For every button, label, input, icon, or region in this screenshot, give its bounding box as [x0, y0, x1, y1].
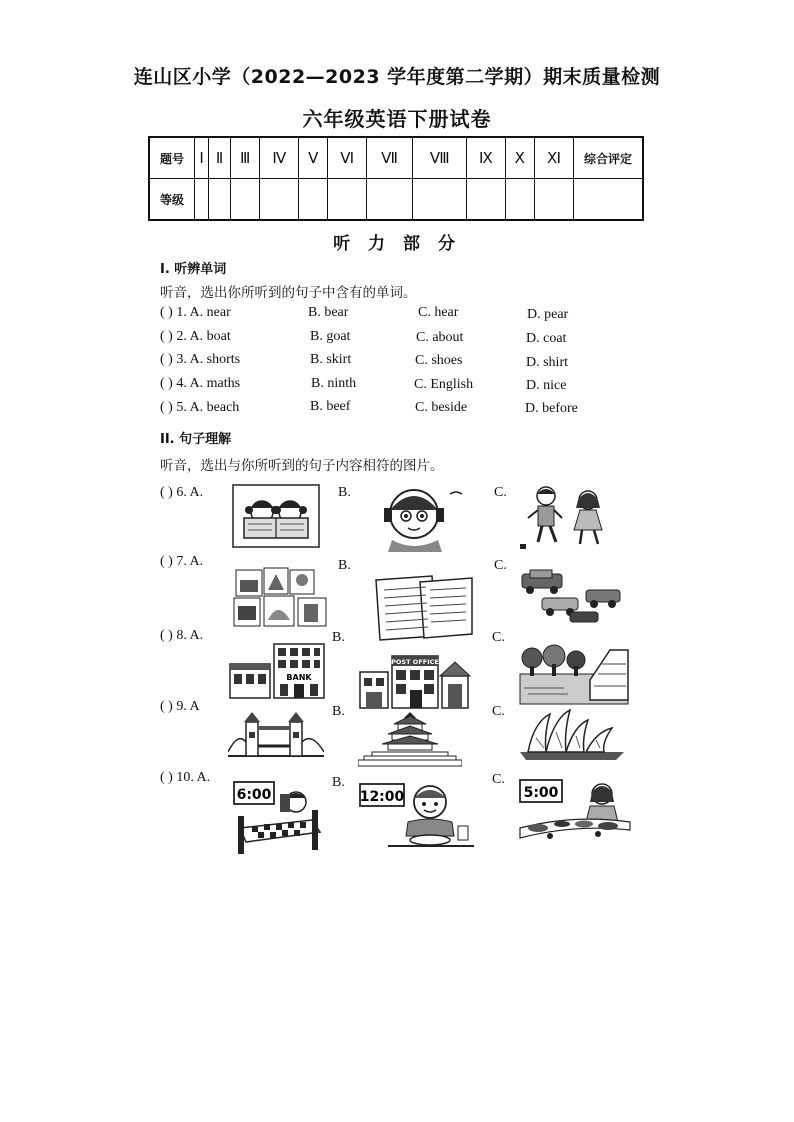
post-office-sign: POST OFFICE — [391, 658, 439, 666]
grade-cell[interactable] — [366, 179, 412, 221]
score-col-header: Ⅳ — [260, 137, 299, 179]
picture-family-dinner — [518, 778, 632, 848]
score-col-header: Ⅱ — [209, 137, 231, 179]
question-1: ( ) 1. A. near — [160, 305, 231, 320]
option-d: D. pear — [527, 307, 569, 322]
option-b: B. skirt — [310, 352, 352, 367]
part2-instruction: 听音，选出与你所听到的句子内容相符的图片。 — [160, 458, 444, 474]
part1-heading: Ⅰ. 听辨单词 — [160, 262, 227, 277]
grade-cell[interactable] — [195, 179, 209, 221]
part2-heading: II. 句子理解 — [160, 432, 232, 447]
score-col-header: Ⅸ — [467, 137, 505, 179]
score-row-numbers — [149, 137, 643, 179]
option-c: C. about — [416, 330, 464, 345]
option-c: C. shoes — [415, 353, 463, 368]
score-table — [148, 136, 644, 221]
option-c: C. English — [414, 377, 474, 392]
grade-cell[interactable] — [534, 179, 573, 221]
bank-sign: BANK — [286, 673, 312, 682]
picture-sydney-opera-house — [516, 708, 628, 760]
grade-overall-cell[interactable] — [574, 179, 644, 221]
option-b-label: B. — [332, 704, 345, 719]
score-row-label: 题号 — [149, 137, 195, 179]
option-d: D. coat — [526, 331, 567, 346]
section-title: 听 力 部 分 — [333, 234, 461, 254]
picture-park-buildings — [518, 644, 630, 706]
picture-girl-headphones — [372, 484, 468, 552]
grade-cell[interactable] — [209, 179, 231, 221]
picture-children-reading — [232, 484, 320, 548]
question-9: ( ) 9. A — [160, 699, 200, 714]
question-10: ( ) 10. A. — [160, 770, 211, 785]
clock-label-b: 12:00 — [359, 789, 405, 805]
score-col-header: Ⅺ — [534, 137, 573, 179]
grade-cell[interactable] — [230, 179, 260, 221]
picture-tower-bridge — [228, 712, 324, 764]
picture-letters-papers — [372, 574, 476, 642]
score-col-header: Ⅹ — [505, 137, 534, 179]
score-row-grades — [149, 179, 643, 221]
picture-post-office — [356, 650, 472, 712]
question-7: ( ) 7. A. — [160, 554, 204, 569]
score-col-header: Ⅷ — [413, 137, 467, 179]
question-2: ( ) 2. A. boat — [160, 329, 231, 344]
part1-instruction: 听音，选出你所听到的句子中含有的单词。 — [160, 285, 417, 301]
option-c: C. hear — [418, 305, 459, 320]
option-d: D. shirt — [526, 355, 568, 370]
picture-boy-in-bed — [232, 780, 328, 856]
grade-cell[interactable] — [328, 179, 367, 221]
picture-boy-and-girl — [518, 482, 618, 552]
score-col-header: Ⅴ — [299, 137, 328, 179]
question-5: ( ) 5. A. beach — [160, 400, 240, 415]
exam-title: 连山区小学（2022—2023 学年度第二学期）期末质量检测 — [133, 66, 661, 88]
grade-cell[interactable] — [505, 179, 534, 221]
picture-bank-building — [228, 640, 328, 702]
grade-row-label: 等级 — [149, 179, 195, 221]
picture-boy-eating-lunch — [358, 782, 474, 854]
option-b-label: B. — [338, 485, 351, 500]
clock-label-c: 5:00 — [523, 785, 559, 801]
picture-toy-cars — [518, 568, 628, 626]
option-b: B. goat — [310, 329, 351, 344]
option-c-label: C. — [492, 630, 505, 645]
option-b-label: B. — [332, 630, 345, 645]
option-b: B. ninth — [311, 376, 357, 391]
option-c-label: C. — [494, 485, 507, 500]
picture-photo-cards — [232, 566, 332, 630]
score-col-header: Ⅰ — [195, 137, 209, 179]
clock-label-a: 6:00 — [236, 787, 272, 803]
question-3: ( ) 3. A. shorts — [160, 352, 241, 367]
question-4: ( ) 4. A. maths — [160, 376, 241, 391]
exam-subtitle: 六年级英语下册试卷 — [302, 107, 492, 131]
question-8: ( ) 8. A. — [160, 628, 204, 643]
score-col-header: Ⅵ — [328, 137, 367, 179]
picture-temple-of-heaven — [358, 712, 462, 768]
question-6: ( ) 6. A. — [160, 485, 204, 500]
grade-cell[interactable] — [413, 179, 467, 221]
option-d: D. before — [525, 401, 578, 416]
option-c-label: C. — [492, 704, 505, 719]
grade-cell[interactable] — [260, 179, 299, 221]
option-b-label: B. — [332, 775, 345, 790]
option-b: B. bear — [308, 305, 349, 320]
score-overall-header: 综合评定 — [574, 137, 644, 179]
grade-cell[interactable] — [467, 179, 505, 221]
option-c-label: C. — [492, 772, 505, 787]
option-c: C. beside — [415, 400, 468, 415]
score-col-header: Ⅲ — [230, 137, 260, 179]
grade-cell[interactable] — [299, 179, 328, 221]
option-b-label: B. — [338, 558, 351, 573]
option-c-label: C. — [494, 558, 507, 573]
score-col-header: Ⅶ — [366, 137, 412, 179]
option-b: B. beef — [310, 399, 351, 414]
option-d: D. nice — [526, 378, 567, 393]
